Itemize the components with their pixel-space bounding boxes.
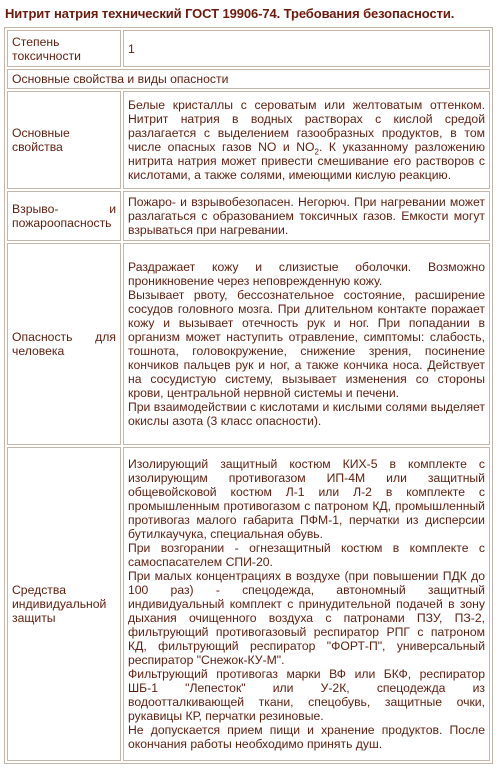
properties-text-tail: . К указанному разложению нитрита натрия может привести смешивание его растворов с кислотами, а также солями, имеющими кислую реакцию.	[128, 140, 485, 182]
ppe-paragraph: При малых концентрациях в воздухе (при повышении ПДК до 100 раз) - спецодежда, автономный защитный индивидуальный комплект с принудительной подачей в зону дыхания очищенного воздуха с патронами ПЗУ, ПЗ-2, фильтрующий противогазовый респиратор РПГ с патроном КД, фильтрующий респиратор "ФОРТ-П", универсальный респиратор "Снежок-КУ-М".	[128, 569, 485, 667]
properties-text-main: Белые кристаллы с сероватым или желтоватым оттенком. Нитрит натрия в водных растворах с кислой средой разлагается с выделением газообразных продуктов, в том числе опасных газов NO и NO	[128, 98, 485, 154]
explosion-label-part2: и	[109, 202, 116, 216]
explosion-label	[7, 191, 121, 241]
explosion-label-line1	[12, 202, 116, 216]
ppe-paragraph: При возгорании - огнезащитный костюм в комплекте с самоспасателем СПИ-20.	[128, 541, 485, 569]
section-header: Основные свойства и виды опасности	[7, 69, 490, 89]
table-row-human	[7, 243, 490, 445]
explosion-label-line2: пожароопасность	[12, 216, 112, 230]
human-label-line1	[12, 330, 116, 344]
ppe-text	[123, 447, 490, 761]
properties-subscript: 2	[314, 147, 319, 157]
toxicity-value: 1	[123, 30, 490, 67]
human-paragraph: Раздражает кожу и слизистые оболочки. Возможно проникновение через неповрежденную кожу.	[128, 260, 485, 288]
human-label-line2: человека	[12, 344, 65, 358]
properties-text	[123, 91, 490, 189]
human-paragraph: При взаимодействии с кислотами и кислыми солями выделяет окислы азота (3 класс опасности).	[128, 400, 485, 428]
properties-label: Основные свойства	[7, 91, 121, 189]
table-row-properties	[7, 91, 490, 189]
table-row-explosion	[7, 191, 490, 241]
safety-table	[4, 27, 493, 764]
ppe-label: Средства индивидуальной защиты	[7, 447, 121, 761]
table-row-ppe	[7, 447, 490, 761]
table-row-toxicity	[7, 30, 490, 67]
ppe-paragraph: Изолирующий защитный костюм КИХ-5 в комплекте с изолирующим противогазом ИП-4М или защитный общевойсковой костюм Л-1 или Л-2 в комплекте с промышленным противогазом с патроном КД, промышленный противогаз малого габарита ПФМ-1, перчатки из дисперсии бутилкаучука, специальная обувь.	[128, 457, 485, 541]
ppe-paragraph: Не допускается прием пищи и хранение продуктов. После окончания работы необходимо принять душ.	[128, 723, 485, 751]
explosion-text: Пожаро- и взрывобезопасен. Негорюч. При нагревании может разлагаться с образованием токсичных газов. Емкости могут взрываться при нагревании.	[123, 191, 490, 241]
explosion-label-part1: Взрыво-	[12, 202, 59, 216]
toxicity-label: Степень токсичности	[7, 30, 121, 67]
document-title: Нитрит натрия технический ГОСТ 19906-74. Требования безопасности.	[5, 6, 455, 21]
human-text	[123, 243, 490, 445]
table-row-section-header	[7, 69, 490, 89]
human-label	[7, 243, 121, 445]
human-label-part1: Опасность	[12, 330, 73, 344]
human-label-part2: для	[95, 330, 116, 344]
ppe-paragraph: Фильтрующий противогаз марки ВФ или БКФ, респиратор ШБ-1 "Лепесток" или У-2К, спецодежда из водоотталкивающей ткани, спецобувь, защитные очки, рукавицы КР, перчатки резиновые.	[128, 667, 485, 723]
human-paragraph: Вызывает рвоту, бессознательное состояние, расширение сосудов головного мозга. При длительном контакте поражает кожу и вызывает отечность рук и ног. При попадании в организм может наступить отравление, симптомы: слабость, тошнота, головокружение, снижение зрения, посинение кончиков пальцев рук и ног, а также кончика носа. Действует на сосудистую систему, вызывает изменения со стороны крови, центральной нервной системы и печени.	[128, 288, 485, 400]
